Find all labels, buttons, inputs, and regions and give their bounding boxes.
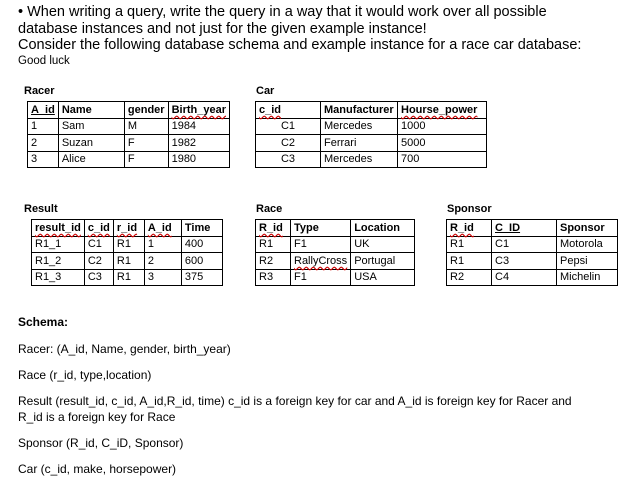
car-title: Car [256,85,275,97]
table-row [256,236,415,253]
table-row [32,253,223,270]
table-cell: Ferrari [321,135,398,152]
table-header: Manufacturer [321,102,398,119]
table-header: Sponsor [557,220,618,237]
table-header: R_id [447,220,492,237]
table-row [32,269,223,286]
table-cell: C1 [84,236,113,253]
race-table [255,219,415,286]
table-header: gender [124,102,168,119]
table-cell: 3 [144,269,181,286]
table-cell: F1 [291,236,351,253]
schema-result-line-1: Result (result_id, c_id, A_id,R_id, time) c_id is a foreign key for car and A_id is foreign key for Racer and [18,394,572,408]
table-cell: Sam [58,118,124,135]
table-cell: R2 [447,269,492,286]
table-row [28,118,230,135]
table-cell: C3 [84,269,113,286]
table-header-row [256,220,415,237]
table-cell: R1 [447,236,492,253]
table-header: c_id [84,220,113,237]
table-cell: 1980 [168,151,229,168]
table-cell: USA [351,269,415,286]
table-cell: 400 [181,236,222,253]
table-cell: R1_1 [32,236,85,253]
table-row [256,118,487,135]
table-cell: R3 [256,269,291,286]
table-cell: F [124,151,168,168]
table-cell: C4 [492,269,557,286]
racer-title: Racer [24,85,55,97]
table-cell: 2 [144,253,181,270]
table-cell: R1 [113,236,144,253]
table-cell: C3 [256,151,321,168]
result-title: Result [24,203,58,215]
table-cell: Motorola [557,236,618,253]
intro-line-1 [18,4,628,21]
table-cell: 1982 [168,135,229,152]
intro-line-1-text: When writing a query, write the query in a way that it would work over all possible [27,4,547,20]
table-cell: R1 [113,269,144,286]
table-cell: 3 [28,151,59,168]
table-row [28,135,230,152]
schema-result [18,393,618,425]
table-header: c_id [256,102,321,119]
table-header-row [28,102,230,119]
table-cell: C2 [256,135,321,152]
table-row [447,236,618,253]
table-cell: F [124,135,168,152]
table-cell: 5000 [398,135,487,152]
table-row [32,236,223,253]
table-cell: R2 [256,253,291,270]
table-cell: 1000 [398,118,487,135]
sponsor-title: Sponsor [447,203,492,215]
table-cell: R1 [256,236,291,253]
table-cell: 1984 [168,118,229,135]
table-cell: R1 [113,253,144,270]
schema-racer: Racer: (A_id, Name, gender, birth_year) [18,342,231,356]
table-header: Time [181,220,222,237]
schema-race: Race (r_id, type,location) [18,368,152,382]
table-cell: 700 [398,151,487,168]
table-row [28,151,230,168]
table-header: result_id [32,220,85,237]
table-cell: Mercedes [321,151,398,168]
table-header: Location [351,220,415,237]
racer-table [27,101,230,168]
table-header: R_id [256,220,291,237]
table-cell: 2 [28,135,59,152]
table-row [256,253,415,270]
table-cell: UK [351,236,415,253]
table-cell: Suzan [58,135,124,152]
table-cell: C3 [492,253,557,270]
table-cell: 1 [144,236,181,253]
table-header-row [256,102,487,119]
table-header: Name [58,102,124,119]
table-cell: Michelin [557,269,618,286]
table-cell: C1 [256,118,321,135]
table-header: Birth_year [168,102,229,119]
table-cell: R1 [447,253,492,270]
table-cell: R1_3 [32,269,85,286]
table-cell: R1_2 [32,253,85,270]
table-header: A_id [144,220,181,237]
car-table [255,101,487,168]
table-cell: 1 [28,118,59,135]
sponsor-table [446,219,618,286]
schema-car: Car (c_id, make, horsepower) [18,462,177,476]
table-row [447,253,618,270]
table-header-row [32,220,223,237]
intro-line-2: database instances and not just for the given example instance! [18,20,427,37]
table-cell: C2 [84,253,113,270]
table-header-row [447,220,618,237]
table-cell: 600 [181,253,222,270]
result-table [31,219,223,286]
intro-text [18,4,628,68]
table-cell: Alice [58,151,124,168]
table-row [256,269,415,286]
bullet: • [18,4,24,20]
table-header: Hourse_power [398,102,487,119]
race-title: Race [256,203,283,215]
table-cell: M [124,118,168,135]
table-header: r_id [113,220,144,237]
schema-result-line-2: R_id is a foreign key for Race [18,410,176,424]
schema-sponsor: Sponsor (R_id, C_iD, Sponsor) [18,436,184,450]
table-header: Type [291,220,351,237]
table-header: A_id [28,102,59,119]
table-cell: F1 [291,269,351,286]
table-cell: Portugal [351,253,415,270]
intro-line-4: Good luck [18,54,70,67]
table-cell: RallyCross [291,253,351,270]
table-row [447,269,618,286]
intro-line-3: Consider the following database schema and example instance for a race car database: [18,37,582,53]
table-row [256,151,487,168]
table-cell: 375 [181,269,222,286]
table-cell: Pepsi [557,253,618,270]
table-header: C_ID [492,220,557,237]
table-row [256,135,487,152]
schema-heading: Schema: [18,315,69,329]
table-cell: C1 [492,236,557,253]
table-cell: Mercedes [321,118,398,135]
